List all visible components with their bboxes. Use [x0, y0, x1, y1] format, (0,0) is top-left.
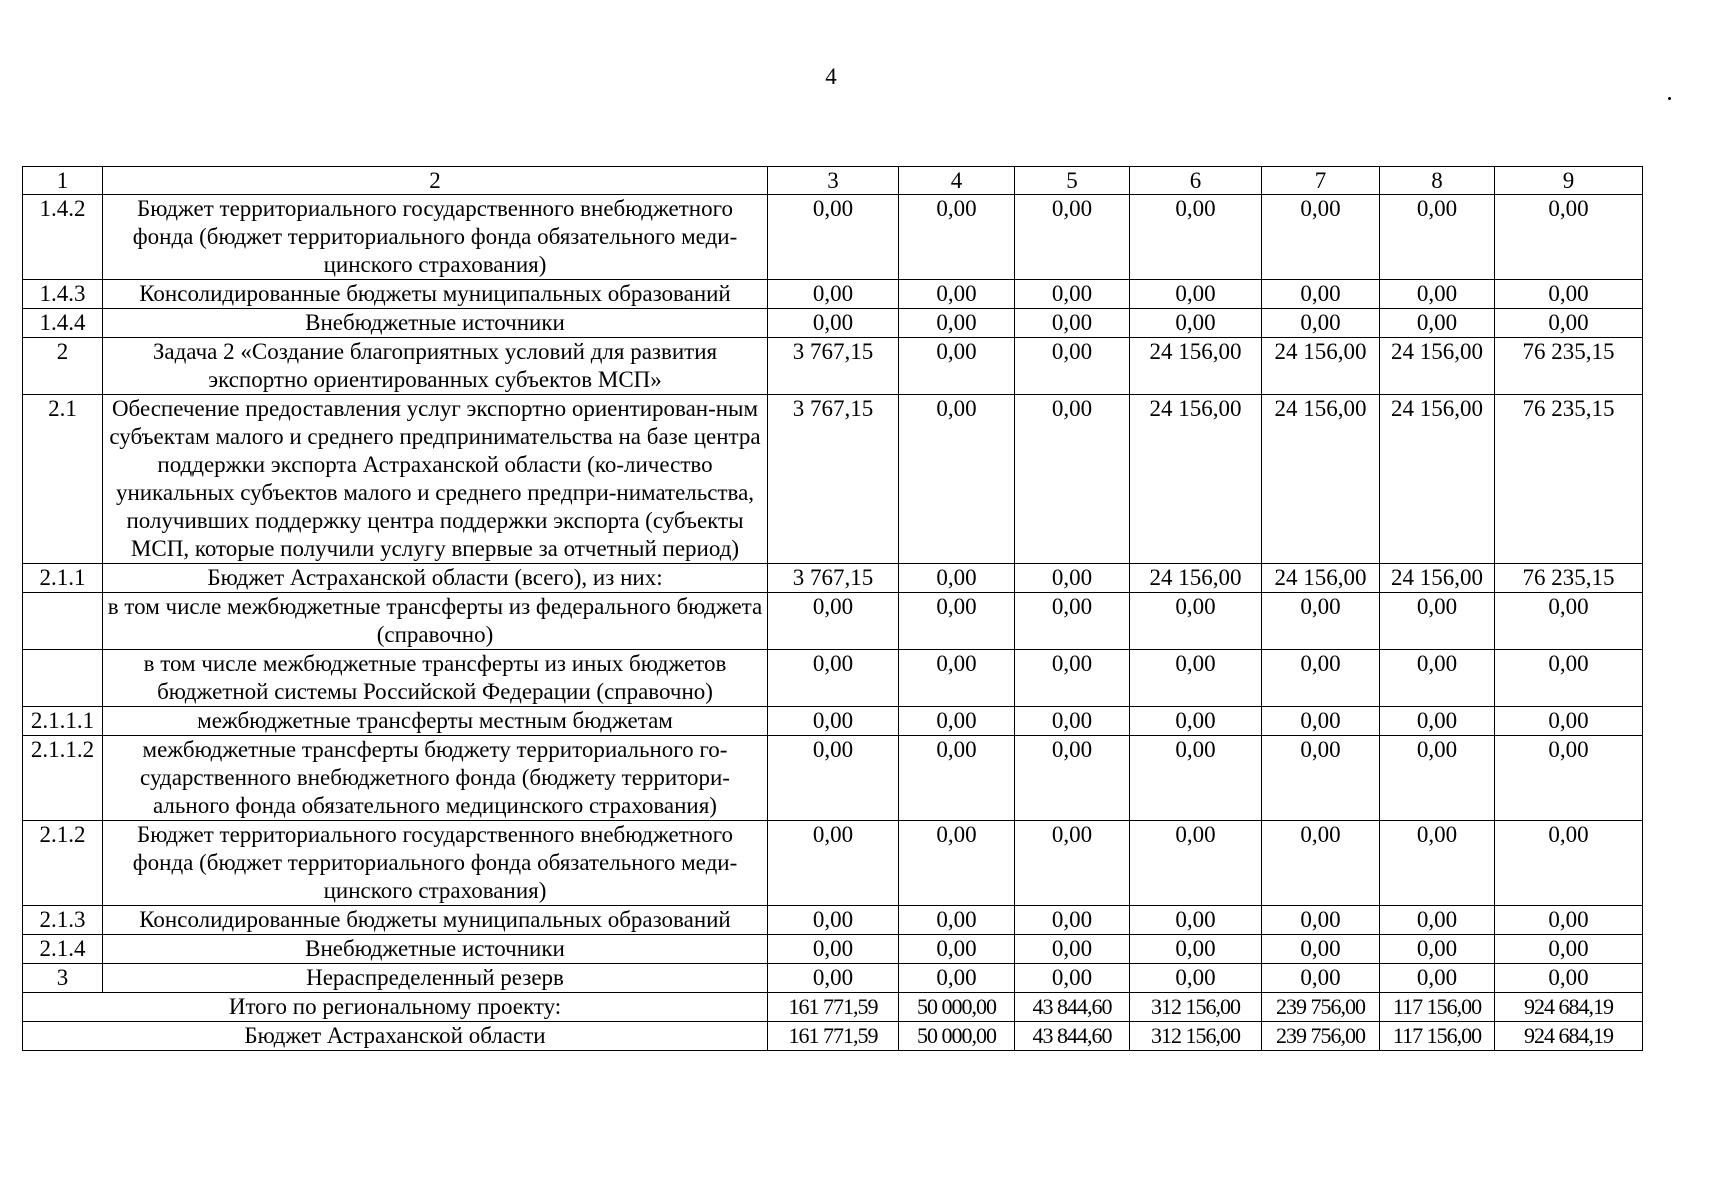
row-value: 0,00 — [768, 964, 899, 993]
row-value: 0,00 — [899, 964, 1015, 993]
row-value: 0,00 — [899, 309, 1015, 338]
row-value: 0,00 — [1380, 736, 1495, 821]
row-value: 0,00 — [899, 650, 1015, 707]
total-value: 239 756,00 — [1262, 993, 1380, 1022]
row-value: 0,00 — [1380, 195, 1495, 280]
table-row — [23, 338, 1643, 395]
row-value: 0,00 — [899, 280, 1015, 309]
row-value: 0,00 — [1495, 593, 1643, 650]
row-value: 0,00 — [1495, 707, 1643, 736]
row-value: 0,00 — [1130, 280, 1262, 309]
table-row — [23, 707, 1643, 736]
total-value: 312 156,00 — [1130, 1022, 1262, 1051]
row-value: 0,00 — [1495, 650, 1643, 707]
row-value: 0,00 — [1262, 906, 1380, 935]
row-value: 0,00 — [899, 707, 1015, 736]
row-number: 2.1 — [23, 395, 103, 564]
row-value: 3 767,15 — [768, 338, 899, 395]
row-number: 2.1.3 — [23, 906, 103, 935]
row-value: 0,00 — [1380, 280, 1495, 309]
page-number: 4 — [825, 64, 837, 89]
row-name: Задача 2 «Создание благоприятных условий для развития экспортно ориентированных субъектов МСП» — [103, 338, 768, 395]
row-name: Обеспечение предоставления услуг экспортно ориентирован-ным субъектам малого и среднего предпринимательства на базе центра поддержки экспорта Астраханской области (ко-личество уникальных субъектов малого и среднего предпри-нимательства, получивших поддержку центра поддержки экспорта (субъекты МСП, которые получили услугу впервые за отчетный период) — [103, 395, 768, 564]
row-value: 76 235,15 — [1495, 395, 1643, 564]
row-value: 0,00 — [899, 821, 1015, 906]
row-value: 0,00 — [1262, 736, 1380, 821]
row-name: Консолидированные бюджеты муниципальных образований — [103, 280, 768, 309]
total-row — [23, 993, 1643, 1022]
row-value: 0,00 — [1015, 395, 1130, 564]
row-number: 2 — [23, 338, 103, 395]
row-value: 0,00 — [1380, 964, 1495, 993]
row-value: 0,00 — [1495, 736, 1643, 821]
row-value: 0,00 — [768, 593, 899, 650]
row-value: 0,00 — [1015, 906, 1130, 935]
total-value: 924 684,19 — [1495, 993, 1643, 1022]
row-value: 0,00 — [1262, 195, 1380, 280]
row-value: 0,00 — [768, 935, 899, 964]
row-value: 24 156,00 — [1380, 395, 1495, 564]
row-value: 0,00 — [768, 821, 899, 906]
row-value: 0,00 — [1495, 821, 1643, 906]
row-value: 24 156,00 — [1130, 338, 1262, 395]
table-row — [23, 906, 1643, 935]
row-value: 0,00 — [1262, 593, 1380, 650]
total-title: Бюджет Астраханской области — [23, 1022, 768, 1051]
row-value: 76 235,15 — [1495, 338, 1643, 395]
row-value: 0,00 — [1015, 195, 1130, 280]
row-value: 0,00 — [1015, 338, 1130, 395]
total-value: 117 156,00 — [1380, 1022, 1495, 1051]
row-name: Нераспределенный резерв — [103, 964, 768, 993]
row-value: 0,00 — [768, 707, 899, 736]
row-number: 1.4.4 — [23, 309, 103, 338]
row-value: 24 156,00 — [1380, 564, 1495, 593]
header-cell: 4 — [899, 167, 1015, 195]
scan-speck — [1668, 97, 1671, 100]
row-value: 0,00 — [1015, 650, 1130, 707]
row-value: 0,00 — [1015, 935, 1130, 964]
row-number: 2.1.1 — [23, 564, 103, 593]
header-cell: 3 — [768, 167, 899, 195]
row-value: 0,00 — [1130, 195, 1262, 280]
row-value: 24 156,00 — [1262, 564, 1380, 593]
row-value: 76 235,15 — [1495, 564, 1643, 593]
header-cell: 5 — [1015, 167, 1130, 195]
header-cell: 8 — [1380, 167, 1495, 195]
header-cell: 9 — [1495, 167, 1643, 195]
table-row — [23, 821, 1643, 906]
row-value: 0,00 — [1015, 564, 1130, 593]
row-value: 0,00 — [768, 195, 899, 280]
total-value: 43 844,60 — [1015, 993, 1130, 1022]
row-value: 0,00 — [899, 935, 1015, 964]
total-value: 50 000,00 — [899, 993, 1015, 1022]
row-name: Бюджет Астраханской области (всего), из них: — [103, 564, 768, 593]
table-row — [23, 964, 1643, 993]
row-value: 0,00 — [1380, 309, 1495, 338]
row-value: 0,00 — [1130, 593, 1262, 650]
header-cell: 6 — [1130, 167, 1262, 195]
row-name: межбюджетные трансферты бюджету территориального го-сударственного внебюджетного фонда (бюджету территори-ального фонда обязательного медицинского страхования) — [103, 736, 768, 821]
row-value: 0,00 — [1130, 707, 1262, 736]
table-row — [23, 395, 1643, 564]
row-value: 0,00 — [899, 906, 1015, 935]
row-value: 0,00 — [768, 280, 899, 309]
row-value: 0,00 — [1130, 906, 1262, 935]
row-number: 2.1.1.2 — [23, 736, 103, 821]
row-value: 0,00 — [1130, 935, 1262, 964]
table-row — [23, 195, 1643, 280]
row-value: 0,00 — [1015, 736, 1130, 821]
header-cell: 1 — [23, 167, 103, 195]
row-value: 0,00 — [1015, 280, 1130, 309]
total-value: 161 771,59 — [768, 1022, 899, 1051]
row-value: 0,00 — [1495, 935, 1643, 964]
row-name: Внебюджетные источники — [103, 309, 768, 338]
total-value: 239 756,00 — [1262, 1022, 1380, 1051]
row-number — [23, 593, 103, 650]
row-number: 2.1.2 — [23, 821, 103, 906]
table-row — [23, 736, 1643, 821]
row-value: 0,00 — [1262, 821, 1380, 906]
row-value: 0,00 — [1130, 964, 1262, 993]
row-value: 24 156,00 — [1262, 395, 1380, 564]
total-row — [23, 1022, 1643, 1051]
table-row — [23, 650, 1643, 707]
row-value: 0,00 — [1130, 309, 1262, 338]
row-value: 0,00 — [1495, 195, 1643, 280]
row-value: 24 156,00 — [1130, 564, 1262, 593]
table-row — [23, 280, 1643, 309]
row-value: 0,00 — [768, 906, 899, 935]
table-row — [23, 309, 1643, 338]
total-value: 50 000,00 — [899, 1022, 1015, 1051]
row-value: 0,00 — [1262, 650, 1380, 707]
row-value: 0,00 — [1262, 309, 1380, 338]
row-value: 0,00 — [768, 309, 899, 338]
total-title: Итого по региональному проекту: — [23, 993, 768, 1022]
row-value: 0,00 — [1015, 964, 1130, 993]
row-value: 0,00 — [1130, 650, 1262, 707]
row-value: 0,00 — [1380, 707, 1495, 736]
total-value: 161 771,59 — [768, 993, 899, 1022]
row-value: 0,00 — [1015, 309, 1130, 338]
table-row — [23, 935, 1643, 964]
table-header-row — [23, 167, 1643, 195]
row-value: 0,00 — [1495, 964, 1643, 993]
row-value: 0,00 — [1130, 736, 1262, 821]
row-value: 0,00 — [1380, 935, 1495, 964]
row-number: 2.1.4 — [23, 935, 103, 964]
row-value: 0,00 — [1015, 821, 1130, 906]
row-name: Бюджет территориального государственного внебюджетного фонда (бюджет территориального фонда обязательного меди-цинского страхования) — [103, 195, 768, 280]
row-value: 0,00 — [768, 736, 899, 821]
row-value: 24 156,00 — [1380, 338, 1495, 395]
total-value: 312 156,00 — [1130, 993, 1262, 1022]
header-cell: 2 — [103, 167, 768, 195]
row-value: 0,00 — [1380, 821, 1495, 906]
row-number: 1.4.2 — [23, 195, 103, 280]
row-name: Бюджет территориального государственного внебюджетного фонда (бюджет территориального фонда обязательного меди-цинского страхования) — [103, 821, 768, 906]
budget-table — [22, 166, 1643, 1051]
row-name: в том числе межбюджетные трансферты из иных бюджетов бюджетной системы Российской Федерации (справочно) — [103, 650, 768, 707]
row-name: Внебюджетные источники — [103, 935, 768, 964]
row-value: 0,00 — [899, 564, 1015, 593]
row-value: 0,00 — [1380, 906, 1495, 935]
row-value: 3 767,15 — [768, 564, 899, 593]
row-value: 0,00 — [1380, 650, 1495, 707]
total-value: 924 684,19 — [1495, 1022, 1643, 1051]
row-value: 0,00 — [1015, 593, 1130, 650]
row-value: 0,00 — [1262, 964, 1380, 993]
row-value: 0,00 — [768, 650, 899, 707]
row-value: 0,00 — [899, 593, 1015, 650]
row-name: Консолидированные бюджеты муниципальных образований — [103, 906, 768, 935]
row-value: 24 156,00 — [1262, 338, 1380, 395]
row-value: 0,00 — [1262, 280, 1380, 309]
row-value: 0,00 — [1380, 593, 1495, 650]
row-value: 0,00 — [899, 338, 1015, 395]
row-name: в том числе межбюджетные трансферты из федерального бюджета (справочно) — [103, 593, 768, 650]
row-value: 0,00 — [1495, 309, 1643, 338]
row-value: 24 156,00 — [1130, 395, 1262, 564]
row-value: 0,00 — [899, 395, 1015, 564]
row-value: 0,00 — [1495, 280, 1643, 309]
row-number — [23, 650, 103, 707]
row-value: 0,00 — [1262, 707, 1380, 736]
row-name: межбюджетные трансферты местным бюджетам — [103, 707, 768, 736]
total-value: 117 156,00 — [1380, 993, 1495, 1022]
row-value: 0,00 — [899, 736, 1015, 821]
row-value: 0,00 — [899, 195, 1015, 280]
table-row — [23, 593, 1643, 650]
total-value: 43 844,60 — [1015, 1022, 1130, 1051]
row-value: 3 767,15 — [768, 395, 899, 564]
row-number: 3 — [23, 964, 103, 993]
table-row — [23, 564, 1643, 593]
row-value: 0,00 — [1495, 906, 1643, 935]
row-value: 0,00 — [1015, 707, 1130, 736]
header-cell: 7 — [1262, 167, 1380, 195]
row-value: 0,00 — [1130, 821, 1262, 906]
row-number: 2.1.1.1 — [23, 707, 103, 736]
row-value: 0,00 — [1262, 935, 1380, 964]
row-number: 1.4.3 — [23, 280, 103, 309]
